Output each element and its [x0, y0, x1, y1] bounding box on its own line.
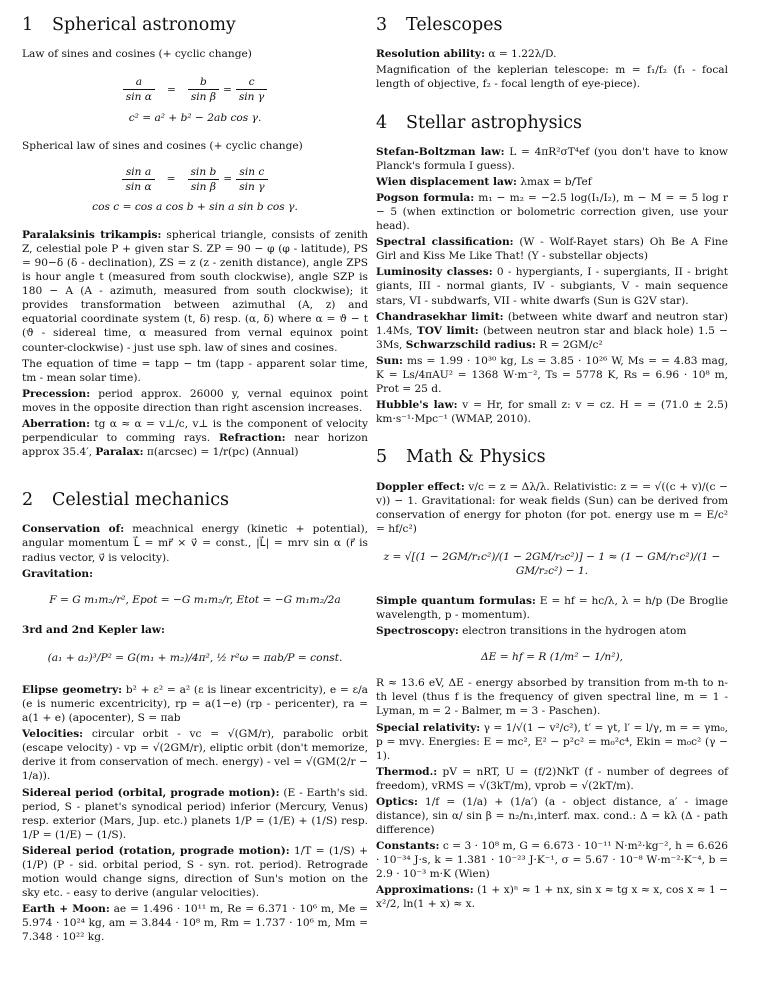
doppler-paragraph: Doppler effect: v/c = z = Δλ/λ. Relativistic: z = = √((c + v)/(c − v)) − 1. Gravitational: for weak fields (Sun) can be derived from conservation of energy for photon (for pot. energy use m = E/c² = hf/c²) — [376, 480, 728, 535]
spectroscopy-paragraph: Spectroscopy: electron transitions in the hydrogen atom — [376, 625, 687, 638]
aberration-paragraph: Aberration: tg α ≈ α = v⊥/c, v⊥ is the component of velocity perpendicular to comming rays. Refraction: near horizon approx 35.4′, Paralax: π(arcsec) = 1/r(pc) (Annual) — [22, 417, 369, 459]
spectral-paragraph: Spectral classification: (W - Wolf-Rayet stars) Oh Be A Fine Girl and Kiss Me Like That! (Y - substellar objects) — [376, 236, 728, 263]
section-heading-spherical-astronomy: 1 Spherical astronomy — [22, 15, 236, 35]
optics-paragraph: Optics: 1/f = (1/a) + (1/a′) (a - object distance, a′ - image distance), sin α/ sin β = n₂/n₁,interf. max. cond.: Δ = kλ (Δ - path difference) — [376, 795, 728, 837]
spherical-law-intro: Spherical law of sines and cosines (+ cyclic change) — [22, 139, 303, 152]
kepler-equation: (a₁ + a₂)³/P² = G(m₁ + m₂)/4π², ½ r²ω = πab/P = const. — [47, 651, 343, 664]
wien-paragraph: Wien displacement law: λmax = b/Tef — [376, 175, 592, 188]
cosine-law-equation: c² = a² + b² − 2ab cos γ. — [128, 111, 262, 124]
limits-paragraph: Chandrasekhar limit: (between white dwarf and neutron star) 1.4Ms, TOV limit: (between neutron star and black hole) 1.5 − 3Ms, Schwarzschild radius: R = 2GM/c² — [376, 310, 729, 351]
section-heading-telescopes: 3 Telescopes — [376, 15, 503, 35]
right-column — [376, 14, 728, 914]
sidereal-rotation-paragraph: Sidereal period (rotation, prograde motion): 1/T = (1/S) + (1/P) (P - sid. orbital period, S - syn. rot. period). Retrograde motion would change signs, direction of Sun's motion on the sky etc. - easy to derive (angular velocities). — [22, 844, 368, 900]
gravitation-equation: F = G m₁m₂/r², Epot = −G m₁m₂/r, Etot = −G m₁m₂/2a — [49, 593, 341, 606]
resolution-paragraph: Resolution ability: α = 1.22λ/D. — [376, 48, 557, 61]
luminosity-paragraph: Luminosity classes: 0 - hypergiants, I - supergiants, II - bright giants, III - normal giants, IV - subgiants, V - main sequence stars, VI - subdwarfs, VII - white dwarfs (Sun is G2V star). — [376, 266, 728, 307]
section-heading-math-physics: 5 Math & Physics — [376, 447, 546, 468]
relativity-paragraph: Special relativity: γ = 1/√(1 − v²/c²), t′ = γt, l′ = l/γ, m = = γm₀, p = mvγ. Energies: E = mc², E² − p²c² = m₀²c⁴, Ekin = m₀c² (γ − 1). — [376, 721, 728, 762]
spherical-cosine-equation: cos c = cos a cos b + sin a sin b cos γ. — [92, 200, 298, 213]
pogson-paragraph: Pogson formula: m₁ − m₂ = −2.5 log(I₁/I₂), m − M = = 5 log r − 5 (when extinction or bolometric correction given, use your head). — [376, 192, 728, 233]
rydberg-paragraph: R ≈ 13.6 eV, ΔE - energy absorbed by transition from m-th to n-th level (thus f is the frequency of given spectral line, m = 1 - Lyman, m = 2 - Balmer, m = 3 - Paschen). — [376, 677, 728, 718]
gravitational-redshift-equation: z = √[(1 − 2GM/r₁c²)/(1 − 2GM/r₂c²)] − 1 ≈ (1 − GM/r₁c²)/(1 − GM/r₂c²) − 1. — [383, 550, 721, 577]
precession-paragraph: Precession: period approx. 26000 y, vernal equinox point moves in the opposite direction than right ascension increases. — [22, 387, 368, 414]
conservation-paragraph: Conservation of: meachnical energy (kinetic + potential), angular momentum L⃗ = mr⃗ × v⃗ = const., |L⃗| = mrv sin α (r⃗ is radius vector, v⃗ is velocity). — [22, 523, 368, 564]
velocities-paragraph: Velocities: circular orbit - vc = √(GM/r), parabolic orbit (escape velocity) - vp = √(2GM/r), eliptic orbit (don't memorize, derive it from conservation of mech. energy) - vel = √(GM(2/r − 1/a)). — [22, 728, 368, 783]
stefan-boltzmann-paragraph: Stefan-Boltzman law: L = 4πR²σT⁴ef (you don't have to know Planck's formula I guess). — [376, 145, 729, 172]
section-heading-celestial-mechanics: 2 Celestial mechanics — [22, 490, 230, 511]
left-column — [22, 14, 368, 946]
equation-of-time: The equation of time = tapp − tm (tapp - apparent solar time, tm - mean solar time). — [22, 357, 368, 384]
kepler-label: 3rd and 2nd Kepler law: — [22, 623, 165, 636]
rydberg-equation: ΔE = hf = R (1/m² − 1/n²), — [481, 651, 623, 664]
sine-law-equation: $\frac{a}{\text{sin α}}$ = $\frac{b}{\text{sin β}}$ = $\frac{c}{\text{sin γ}}$ — [22, 75, 368, 104]
hubble-paragraph: Hubble's law: v = Hr, for small z: v = cz. H = = (71.0 ± 2.5) km·s⁻¹·Mpc⁻¹ (WMAP, 2010). — [376, 399, 729, 426]
section-heading-stellar-astrophysics: 4 Stellar astrophysics — [376, 112, 582, 133]
spherical-sine-equation: $\frac{\text{sin a}}{\text{sin α}}$ = $\frac{\text{sin b}}{\text{sin β}}$ = $\frac{\text{sin c}}{\text{sin γ}}$ — [22, 165, 368, 194]
magnification-paragraph: Magnification of the keplerian telescope: m = f₁/f₂ (f₁ - focal length of objective, f₂ - focal length of eye-piece). — [376, 64, 728, 91]
paralaksinis-paragraph: Paralaksinis trikampis: spherical triangle, consists of zenith Z, celestial pole P + given star S. ZP = 90 − φ (φ - latitude), PS = 90−δ (δ - declination), ZS = z (z - zenith distance), angle ZPS is hour angle t (measured from south clockwise), angle SZP is 180 − A (A - azimuth, measured from south clockwise); it provides transformation between azimuthal (A, z) and equatorial coordinate system (t, δ) resp. (α, δ) where α = ϑ − t (ϑ - sidereal time, α measured from vernal equinox point counter-clockwise) - just use sph. law of sines and cosines. — [22, 228, 368, 354]
quantum-paragraph: Simple quantum formulas: E = hf = hc/λ, λ = h/p (De Broglie wavelength, p - momentum). — [376, 594, 728, 622]
ellipse-paragraph: Elipse geometry: b² + ε² = a² (ε is linear excentricity), e = ε/a (e is numeric excentricity), rp = a(1−e) (rp - pericenter), ra = a(1 + e) (apocenter), S = πab — [22, 683, 368, 725]
gravitation-label: Gravitation: — [22, 567, 94, 580]
approximations-paragraph: Approximations: (1 + x)ⁿ ≈ 1 + nx, sin x ≈ tg x ≈ x, cos x ≈ 1 − x²/2, ln(1 + x) ≈ x. — [376, 884, 728, 911]
sun-paragraph: Sun: ms = 1.99 · 10³⁰ kg, Ls = 3.85 · 10²⁶ W, Ms = = 4.83 mag, K = Ls/4πAU² = 1368 W·m⁻², Ts = 5778 K, Rs = 6.96 · 10⁸ m, Prot = 25 d. — [376, 354, 728, 396]
law-sines-intro: Law of sines and cosines (+ cyclic change) — [22, 48, 252, 61]
constants-paragraph: Constants: c = 3 · 10⁸ m, G = 6.673 · 10⁻¹¹ N·m²·kg⁻², h = 6.626 · 10⁻³⁴ J·s, k = 1.381 · 10⁻²³ J·K⁻¹, σ = 5.67 · 10⁻⁸ W·m⁻²·K⁻⁴, b = 2.9 · 10⁻³ m·K (Wien) — [376, 840, 728, 881]
sidereal-orbital-paragraph: Sidereal period (orbital, prograde motion): (E - Earth's sid. period, S - planet's synodical period) inferior (Mercury, Venus) resp. exterior (Mars, Jup. etc.) planets 1/P = (1/E) + (1/S) resp. 1/P = (1/E) − (1/S). — [22, 786, 369, 841]
earth-moon-paragraph: Earth + Moon: ae = 1.496 · 10¹¹ m, Re = 6.371 · 10⁶ m, Me = 5.974 · 10²⁴ kg, am = 3.844 · 10⁸ m, Rm = 1.737 · 10⁶ m, Mm = 7.348 · 10²² kg. — [22, 903, 368, 944]
thermodynamics-paragraph: Thermod.: pV = nRT, U = (f/2)NkT (f - number of degrees of freedom), vRMS = √(3kT/m), vprob = √(2kT/m). — [376, 765, 728, 792]
